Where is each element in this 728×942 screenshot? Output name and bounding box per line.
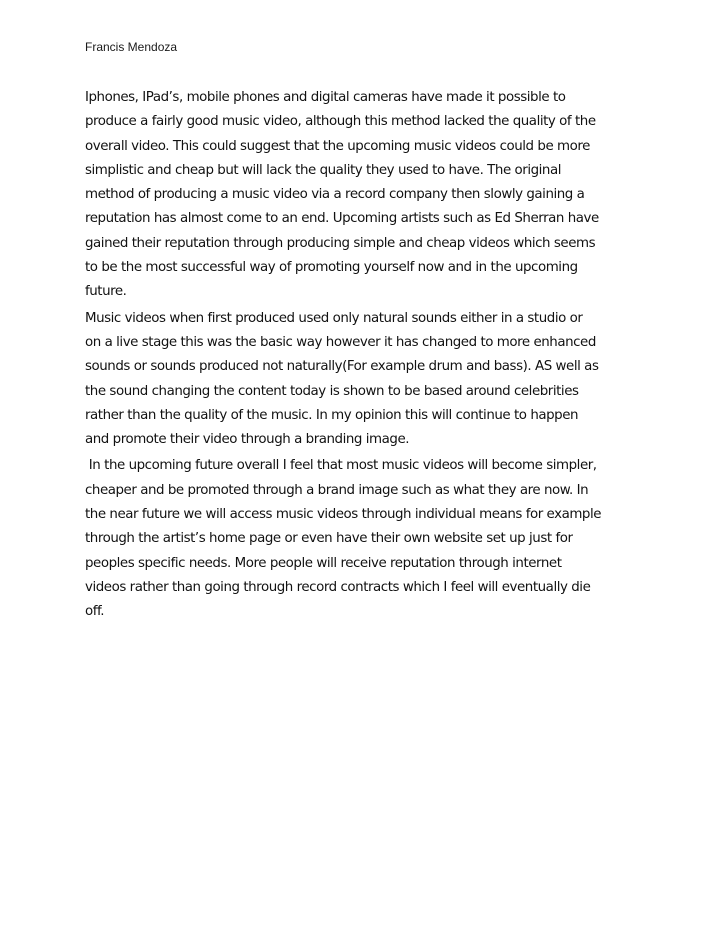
paragraph-line: sounds or sounds produced not naturally(For example drum and bass). AS well as	[85, 359, 599, 375]
paragraph-line: reputation has almost come to an end. Upcoming artists such as Ed Sherran have	[85, 211, 599, 227]
paragraph-line: peoples specific needs. More people will receive reputation through internet	[85, 555, 562, 571]
paragraph-line: gained their reputation through producing simple and cheap videos which seems	[85, 235, 596, 251]
document-body	[85, 86, 645, 625]
paragraph-line: to be the most successful way of promoting yourself now and in the upcoming	[85, 260, 578, 276]
paragraph-line: the near future we will access music videos through individual means for example	[85, 507, 602, 523]
paragraph-line: on a live stage this was the basic way however it has changed to more enhanced	[85, 334, 596, 350]
paragraph-2	[85, 307, 645, 453]
paragraph-line: videos rather than going through record contracts which I feel will eventually die	[85, 579, 591, 595]
paragraph-line: future.	[85, 284, 127, 300]
paragraph-line: and promote their video through a branding image.	[85, 432, 410, 448]
paragraph-line: the sound changing the content today is shown to be based around celebrities	[85, 383, 579, 399]
paragraph-line: method of producing a music video via a record company then slowly gaining a	[85, 187, 585, 203]
paragraph-line: rather than the quality of the music. In my opinion this will continue to happen	[85, 407, 579, 423]
paragraph-1	[85, 86, 645, 305]
paragraph-line: simplistic and cheap but will lack the quality they used to have. The original	[85, 162, 562, 178]
paragraph-line: overall video. This could suggest that the upcoming music videos could be more	[85, 138, 590, 154]
paragraph-3	[85, 454, 645, 624]
paragraph-line: produce a fairly good music video, although this method lacked the quality of the	[85, 114, 596, 130]
paragraph-line: Iphones, IPad’s, mobile phones and digital cameras have made it possible to	[85, 90, 566, 105]
paragraph-line: cheaper and be promoted through a brand image such as what they are now. In	[85, 482, 589, 498]
paragraph-line: Music videos when first produced used only natural sounds either in a studio or	[85, 310, 583, 326]
paragraph-line: off.	[85, 604, 105, 620]
paragraph-line: through the artist’s home page or even have their own website set up just for	[85, 531, 573, 547]
author-header: Francis Mendoza	[85, 40, 178, 54]
paragraph-line: In the upcoming future overall I feel that most music videos will become simpler,	[85, 458, 597, 474]
